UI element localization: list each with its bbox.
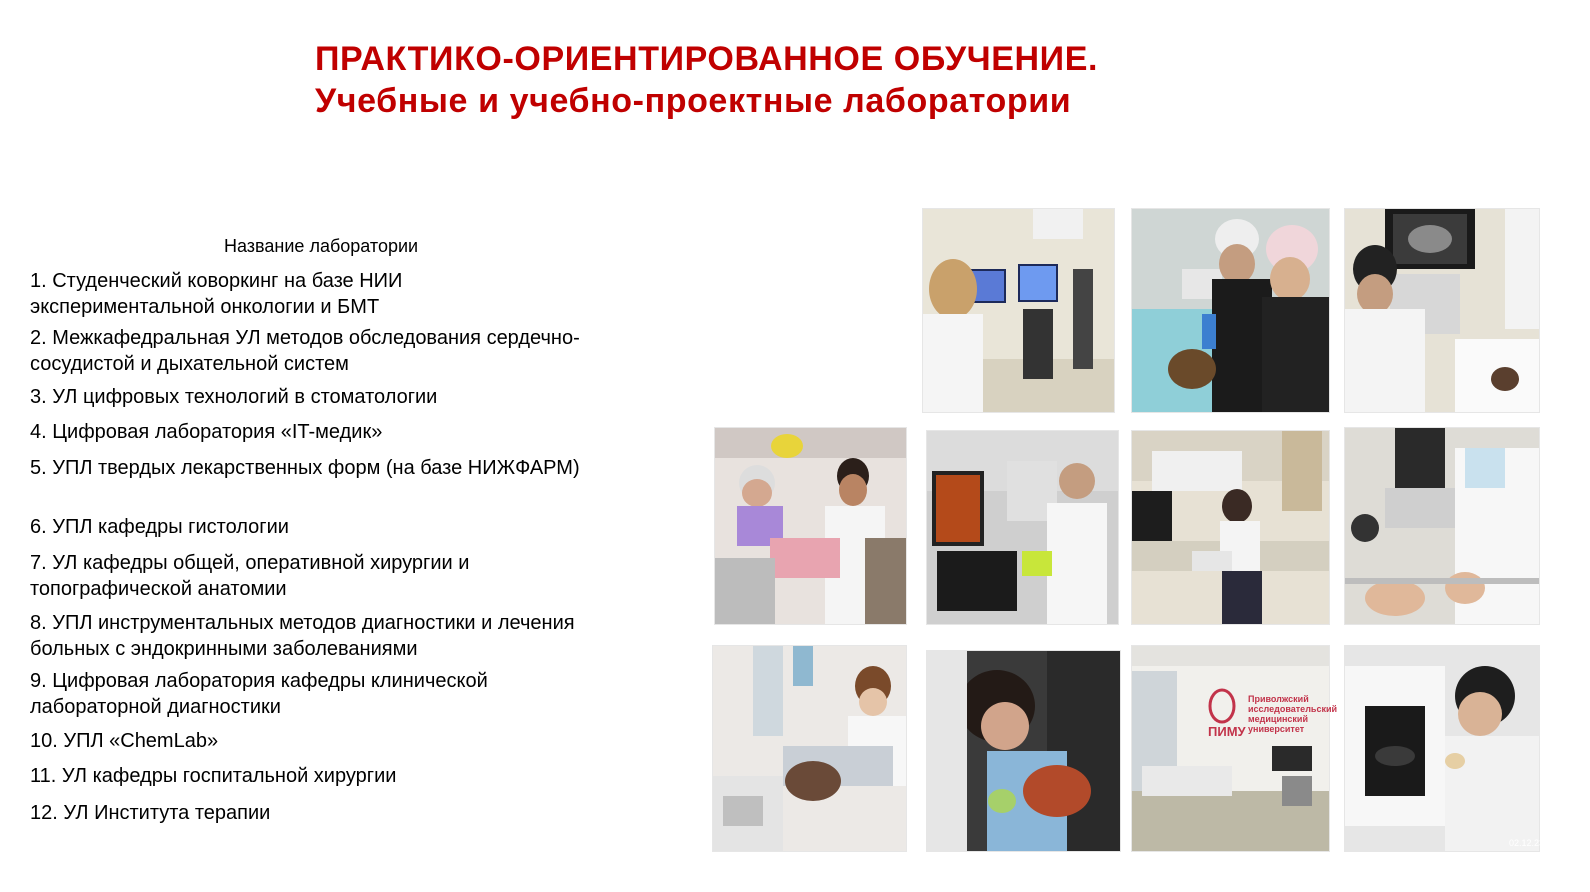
list-item: 11. УЛ кафедры госпитальной хирургии <box>30 765 397 787</box>
lab-photo-dentistry <box>714 427 907 625</box>
lab-photo-endocrine <box>712 645 907 852</box>
pimu-sign: Приволжский исследовательский медицинский университет <box>1248 694 1338 734</box>
photo-timestamp: 02.12.23 <box>1509 838 1545 848</box>
lab-photo-pharm <box>1131 430 1330 625</box>
lab-photo-chemlab <box>1344 645 1545 852</box>
list-item: 1. Студенческий коворкинг на базе НИИ экспериментальной онкологии и БМТ <box>30 270 403 318</box>
list-item: 10. УПЛ «ChemLab» <box>30 730 219 752</box>
list-header: Название лаборатории <box>224 236 419 256</box>
list-item: 3. УЛ цифровых технологий в стоматологии <box>30 386 438 408</box>
list-item: 9. Цифровая лаборатория кафедры клинической лабораторной диагностики <box>30 670 488 718</box>
title-line-2: Учебные и учебно-проектные лаборатории <box>315 82 1072 120</box>
title-line-1: ПРАКТИКО-ОРИЕНТИРОВАННОЕ ОБУЧЕНИЕ. <box>315 40 1099 78</box>
lab-photo-microscope <box>922 208 1115 413</box>
slide-title <box>315 38 1098 122</box>
list-item: 4. Цифровая лаборатория «IT-медик» <box>30 421 383 443</box>
lab-photo-pimu-classroom <box>1131 645 1338 852</box>
list-item: 6. УПЛ кафедры гистологии <box>30 516 289 538</box>
pimu-logo: ПИМУ <box>1208 724 1246 739</box>
list-item: 2. Межкафедральная УЛ методов обследования сердечно- сосудистой и дыхательной систем <box>30 327 580 375</box>
list-item: 8. УПЛ инструментальных методов диагностики и лечения больных с эндокринными заболеваниями <box>30 612 575 660</box>
lab-photo-histology <box>1344 427 1540 625</box>
lab-photo-ultrasound <box>1344 208 1540 413</box>
lab-photo-surgery-training <box>1131 208 1330 413</box>
lab-photo-it-medic <box>926 430 1119 625</box>
list-item: 7. УЛ кафедры общей, оперативной хирургии и топографической анатомии <box>30 552 470 600</box>
list-item: 12. УЛ Института терапии <box>30 802 271 824</box>
list-item: 5. УПЛ твердых лекарственных форм (на базе НИЖФАРМ) <box>30 457 580 479</box>
lab-photo-operative-surgery <box>926 650 1121 852</box>
